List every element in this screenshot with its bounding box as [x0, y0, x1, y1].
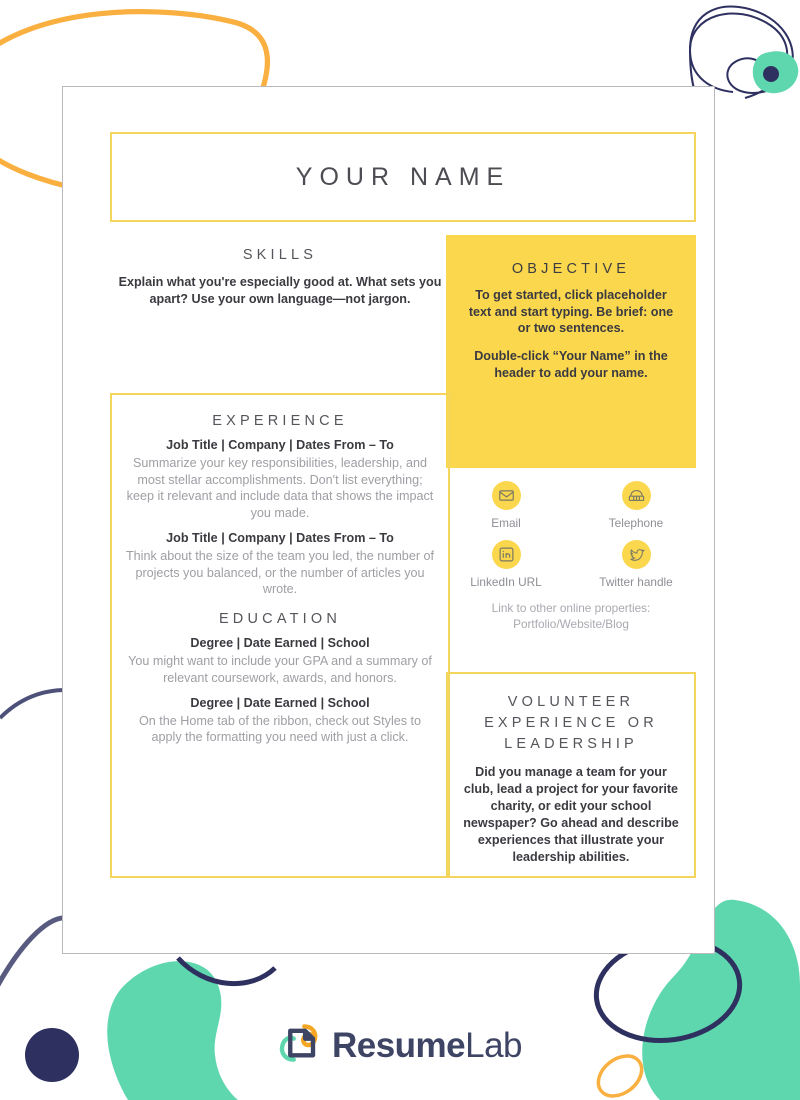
- resume-page: [62, 86, 715, 954]
- resumelab-logo-icon: [278, 1022, 320, 1069]
- contact-label: LinkedIn URL: [470, 575, 542, 589]
- telephone-icon: [622, 481, 651, 510]
- experience-entry-body[interactable]: Think about the size of the team you led, the number of projects you balanced, or the number of articles you wrote.: [125, 548, 435, 597]
- contact-row: [446, 540, 696, 589]
- twitter-icon: [622, 540, 651, 569]
- experience-title: EXPERIENCE: [212, 413, 348, 429]
- education-entry-heading[interactable]: Degree | Date Earned | School: [190, 636, 370, 651]
- contact-item-email[interactable]: [465, 481, 547, 530]
- linkedin-icon: [492, 540, 521, 569]
- online-properties-line-1: Link to other online properties:: [491, 601, 651, 615]
- skills-section: [110, 247, 450, 307]
- footer-brand: [0, 1022, 800, 1069]
- name-header-box[interactable]: [110, 132, 696, 222]
- contact-label: Email: [491, 516, 521, 530]
- education-entry-body[interactable]: You might want to include your GPA and a summary of relevant coursework, awards, and honors.: [128, 654, 432, 685]
- brand-light: Lab: [465, 1025, 523, 1065]
- education-entry-body[interactable]: On the Home tab of the ribbon, check out Styles to apply the formatting you need with just a click.: [138, 713, 422, 745]
- contact-label: Telephone: [608, 516, 664, 530]
- navy-arc-left: [0, 690, 66, 718]
- objective-title: OBJECTIVE: [511, 261, 631, 277]
- volunteer-box: [446, 672, 696, 878]
- experience-entry-body[interactable]: Summarize your key responsibilities, leadership, and most stellar accomplishments. Don't list everything; keep it relevant and include data that shows the impact you made.: [126, 456, 434, 521]
- navy-curve-bottommid: [178, 958, 275, 984]
- contact-item-linkedin[interactable]: [465, 540, 547, 589]
- online-properties-text[interactable]: [446, 601, 696, 633]
- navy-curve-bottomleft: [0, 918, 68, 1000]
- page-title: YOUR NAME: [295, 162, 511, 191]
- skills-title: SKILLS: [242, 247, 318, 263]
- volunteer-body[interactable]: Did you manage a team for your club, lead a project for your favorite charity, or edit your school newspaper? Go ahead and describe experiences that illustrate your leadership abilities.: [463, 765, 679, 865]
- skills-body[interactable]: Explain what you're especially good at. What sets you apart? Use your own language—not jargon.: [118, 275, 442, 306]
- experience-education-box: [110, 393, 450, 878]
- objective-panel: [446, 235, 696, 468]
- objective-paragraph-1[interactable]: To get started, click placeholder text and start typing. Be brief: one or two sentences.: [468, 288, 674, 336]
- contact-label: Twitter handle: [599, 575, 673, 589]
- navy-dot-topright: [763, 66, 779, 82]
- contact-item-twitter[interactable]: [595, 540, 677, 589]
- education-entry-heading[interactable]: Degree | Date Earned | School: [190, 695, 370, 710]
- green-blob-topright: [753, 51, 798, 93]
- contact-section: [446, 481, 696, 633]
- contact-item-telephone[interactable]: [595, 481, 677, 530]
- resumelab-wordmark: [332, 1026, 522, 1066]
- email-icon: [492, 481, 521, 510]
- volunteer-title: VOLUNTEER EXPERIENCE OR LEADERSHIP: [484, 694, 658, 753]
- experience-entry-heading[interactable]: Job Title | Company | Dates From – To: [166, 438, 394, 452]
- navy-curl-outline-topright-2: [690, 7, 793, 93]
- brand-bold: Resume: [331, 1025, 466, 1065]
- online-properties-line-2: Portfolio/Website/Blog: [513, 616, 629, 631]
- objective-paragraph-2[interactable]: Double-click “Your Name” in the header to add your name.: [474, 349, 668, 380]
- education-title: EDUCATION: [218, 611, 342, 628]
- experience-entry-heading[interactable]: Job Title | Company | Dates From – To: [166, 530, 394, 545]
- contact-row: [446, 481, 696, 530]
